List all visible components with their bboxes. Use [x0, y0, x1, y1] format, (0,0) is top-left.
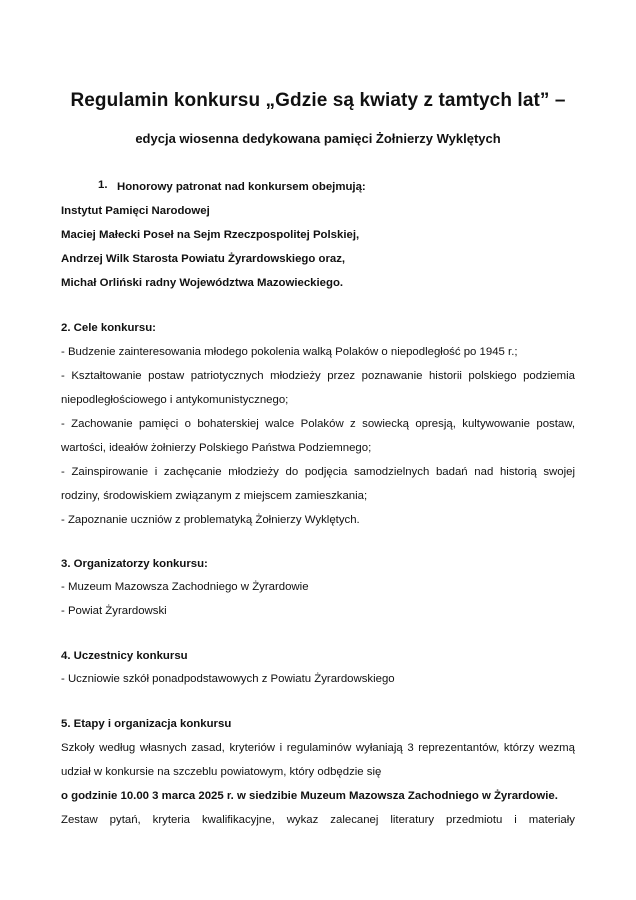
section-1-heading: Honorowy patronat nad konkursem obejmują: — [117, 181, 366, 193]
goal-line: rodziny, środowiskiem związanym z miejscem zamieszkania; — [61, 490, 368, 502]
stage-line: Zestaw pytań, kryteria kwalifikacyjne, wykaz zalecanej literatury przedmiotu i materiały — [61, 814, 575, 826]
goal-line: - Budzenie zainteresowania młodego pokolenia walką Polaków o niepodległość po 1945 r.; — [61, 346, 518, 358]
section-3-heading: 3. Organizatorzy konkursu: — [61, 558, 208, 570]
patron-line: Michał Orliński radny Województwa Mazowieckiego. — [61, 277, 344, 289]
section-2-heading: 2. Cele konkursu: — [61, 322, 156, 334]
patron-line: Andrzej Wilk Starosta Powiatu Żyrardowskiego oraz, — [61, 253, 346, 265]
document-title: Regulamin konkursu „Gdzie są kwiaty z tamtych lat” – — [70, 90, 566, 111]
goal-line: - Zainspirowanie i zachęcanie młodzieży do podjęcia samodzielnych badań nad historią swojej — [61, 466, 575, 478]
goal-line: - Zachowanie pamięci o bohaterskiej walce Polaków z sowiecką opresją, kultywowanie postaw, — [61, 418, 575, 430]
patron-line: Maciej Małecki Poseł na Sejm Rzeczpospolitej Polskiej, — [61, 229, 360, 241]
goal-line: niepodległościowego i antykomunistycznego; — [61, 394, 289, 406]
section-5-heading: 5. Etapy i organizacja konkursu — [61, 718, 232, 730]
goal-line: - Kształtowanie postaw patriotycznych młodzieży przez poznawanie historii polskiego podziemia — [61, 370, 575, 382]
document-subtitle: edycja wiosenna dedykowana pamięci Żołnierzy Wyklętych — [135, 131, 501, 146]
section-1-number: 1. — [98, 179, 108, 191]
goal-line: - Zapoznanie uczniów z problematyką Żołnierzy Wyklętych. — [61, 514, 360, 526]
stage-line: udział w konkursie na szczeblu powiatowym, który odbędzie się — [61, 766, 382, 778]
stage-line-date: o godzinie 10.00 3 marca 2025 r. w siedzibie Muzeum Mazowsza Zachodniego w Żyrardowie. — [61, 790, 558, 802]
goal-line: wartości, ideałów żołnierzy Polskiego Państwa Podziemnego; — [61, 442, 372, 454]
participant-line: - Uczniowie szkół ponadpodstawowych z Powiatu Żyrardowskiego — [61, 673, 395, 685]
patron-line: Instytut Pamięci Narodowej — [61, 205, 210, 217]
organizer-line: - Muzeum Mazowsza Zachodniego w Żyrardowie — [61, 581, 309, 593]
section-4-heading: 4. Uczestnicy konkursu — [61, 650, 188, 662]
organizer-line: - Powiat Żyrardowski — [61, 605, 167, 617]
stage-line: Szkoły według własnych zasad, kryteriów i regulaminów wyłaniają 3 reprezentantów, którzy wezmą — [61, 742, 575, 754]
